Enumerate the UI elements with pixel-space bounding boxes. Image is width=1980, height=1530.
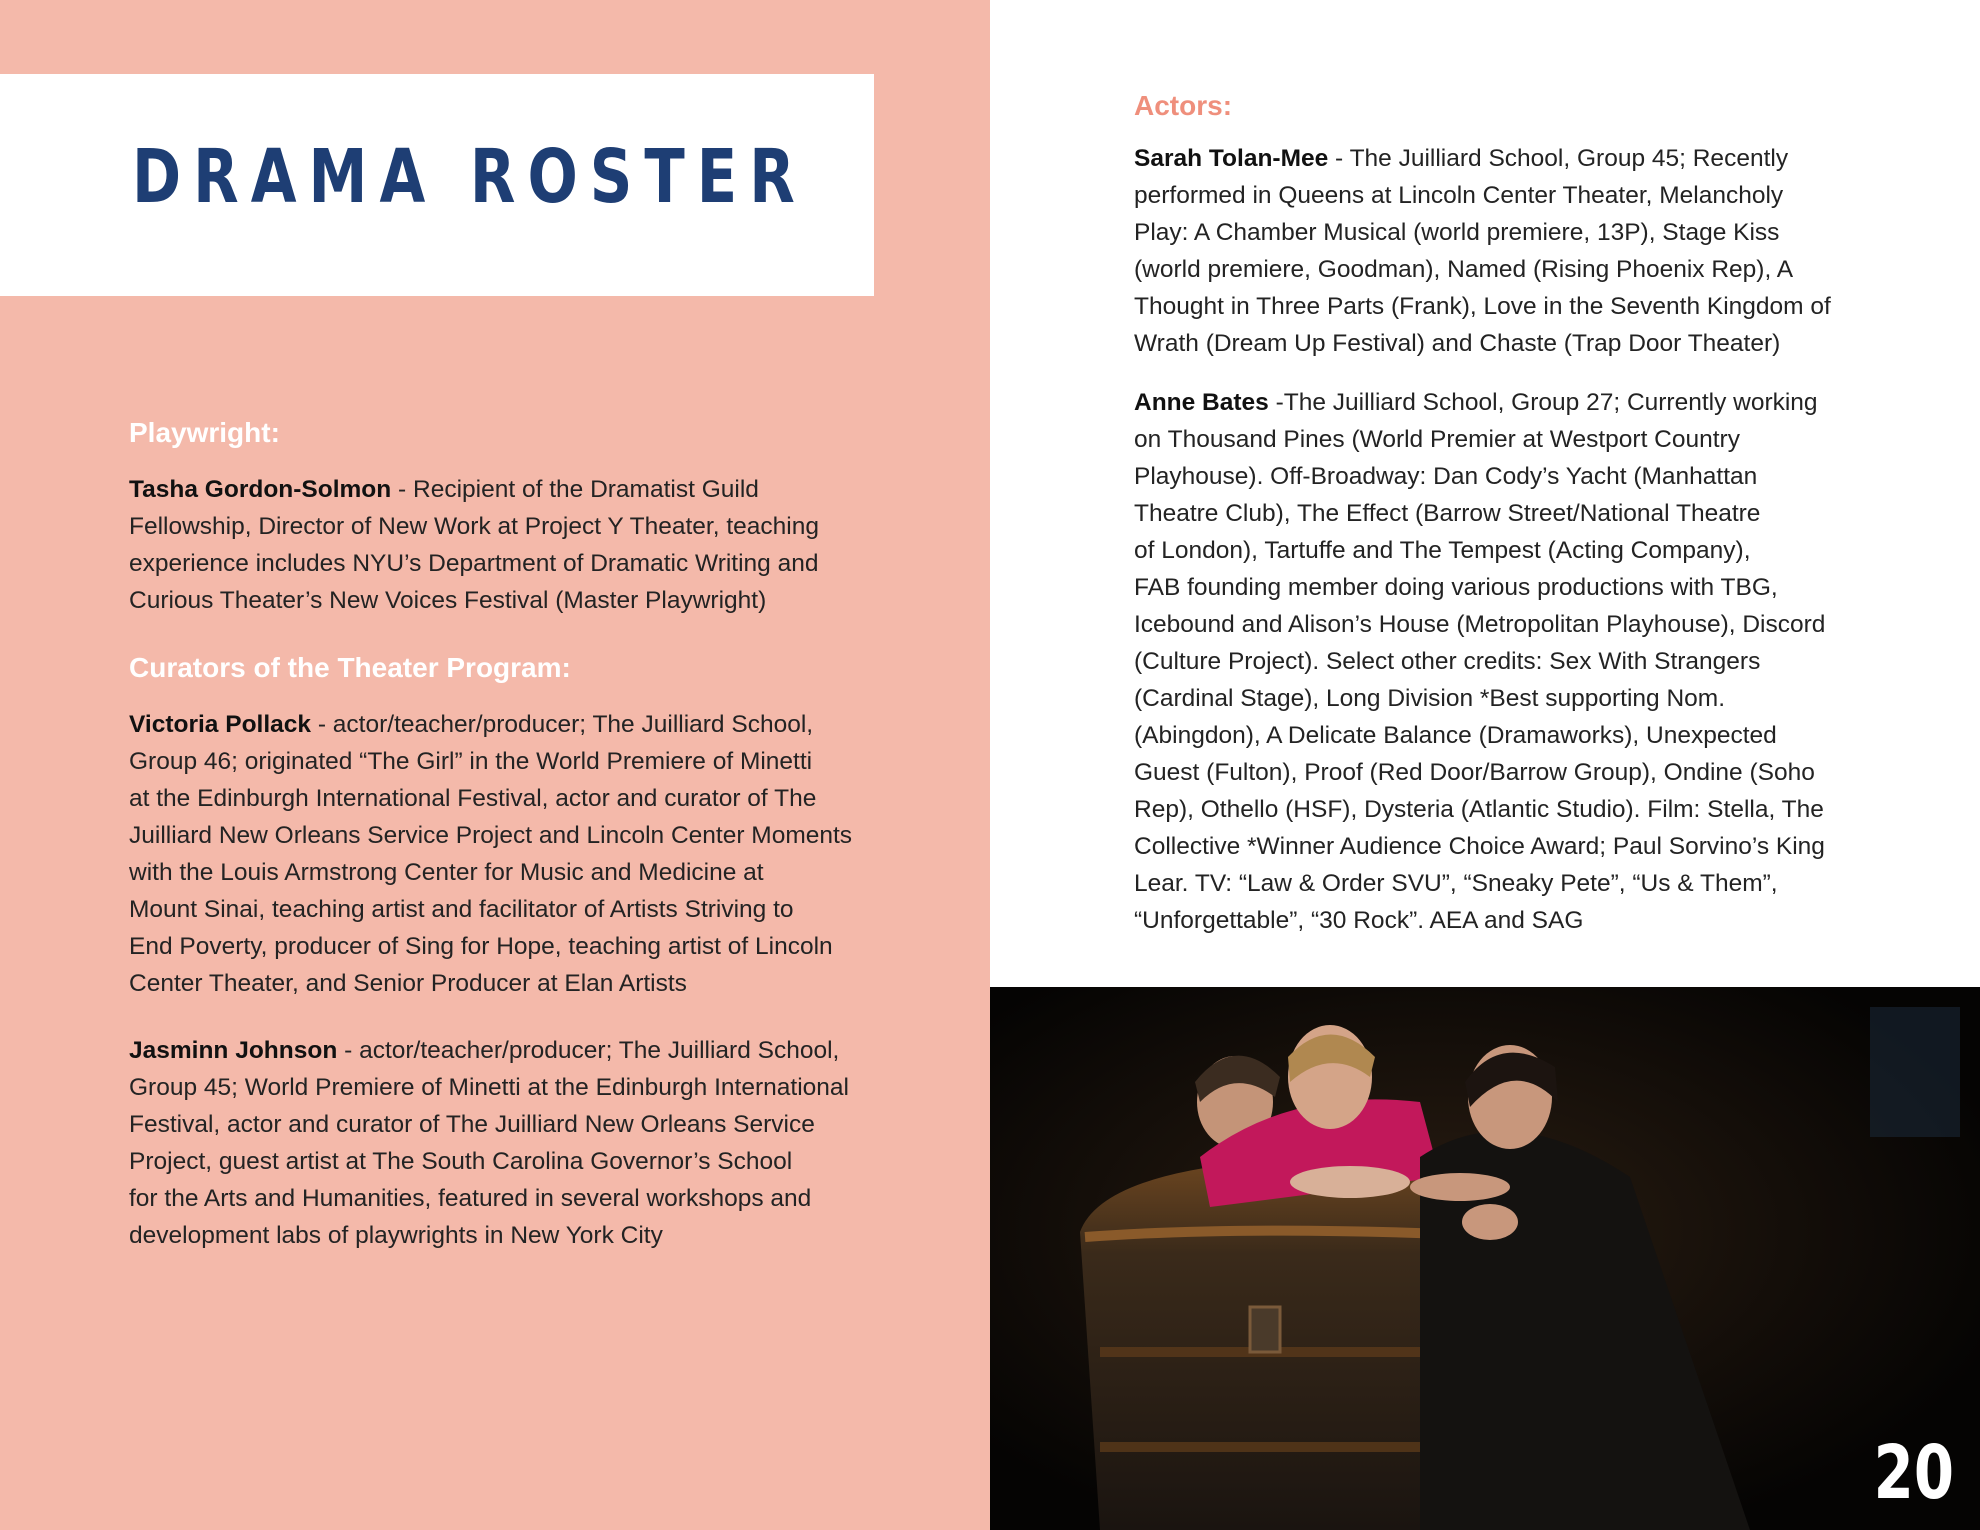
actors-heading: Actors: (1134, 90, 1233, 121)
entry-line: Project, guest artist at The South Carolina Governor’s School (129, 1148, 793, 1175)
entry-line: Mount Sinai, teaching artist and facilitator of Artists Striving to (129, 896, 794, 923)
entry-line: - actor/teacher/producer; The Juilliard School, (337, 1037, 840, 1064)
entry-line: Lear. TV: “Law & Order SVU”, “Sneaky Pete”, “Us & Them”, (1134, 870, 1778, 897)
page-title: DRAMA ROSTER (132, 134, 807, 220)
entry-line: (Cardinal Stage), Long Division *Best supporting Nom. (1134, 685, 1726, 712)
entry-line: Thought in Three Parts (Frank), Love in the Seventh Kingdom of (1134, 293, 1831, 320)
entry-line: End Poverty, producer of Sing for Hope, teaching artist of Lincoln (129, 933, 833, 960)
entry-line: Group 46; originated “The Girl” in the World Premiere of Minetti (129, 748, 813, 775)
entry-line: Center Theater, and Senior Producer at Elan Artists (129, 970, 687, 997)
entry-line: for the Arts and Humanities, featured in several workshops and (129, 1185, 812, 1212)
entry-line: Curious Theater’s New Voices Festival (Master Playwright) (129, 587, 767, 614)
entry-name: Victoria Pollack (129, 711, 312, 738)
entry-line: Festival, actor and curator of The Juilliard New Orleans Service (129, 1111, 815, 1138)
entry-name: Tasha Gordon-Solmon (129, 476, 392, 503)
entry-line: with the Louis Armstrong Center for Music and Medicine at (129, 859, 764, 886)
entry-line: - Recipient of the Dramatist Guild (391, 476, 759, 503)
entry-line: on Thousand Pines (World Premier at Westport Country (1134, 426, 1740, 453)
entry-line: (world premiere, Goodman), Named (Rising Phoenix Rep), A (1134, 256, 1794, 283)
entry-line: Rep), Othello (HSF), Dysteria (Atlantic Studio). Film: Stella, The (1134, 796, 1824, 823)
performance-photo (990, 987, 1980, 1530)
actor-entry (1134, 140, 1831, 362)
entry-line: - actor/teacher/producer; The Juilliard School, (311, 711, 814, 738)
entry-line: “Unforgettable”, “30 Rock”. AEA and SAG (1134, 907, 1584, 934)
playwright-heading: Playwright: (129, 417, 280, 448)
entry-line: performed in Queens at Lincoln Center Theater, Melancholy (1134, 182, 1784, 209)
entry-line: Group 45; World Premiere of Minetti at the Edinburgh International (129, 1074, 849, 1101)
entry-line: Theatre Club), The Effect (Barrow Street/National Theatre (1134, 500, 1761, 527)
entry-line: - The Juilliard School, Group 45; Recently (1328, 145, 1789, 172)
curators-heading: Curators of the Theater Program: (129, 652, 571, 683)
entry-line: (Abingdon), A Delicate Balance (Dramaworks), Unexpected (1134, 722, 1777, 749)
entry-line: (Culture Project). Select other credits: Sex With Strangers (1134, 648, 1761, 675)
curator-entry (129, 1032, 849, 1254)
entry-name: Jasminn Johnson (129, 1037, 338, 1064)
entry-line: Playhouse). Off-Broadway: Dan Cody’s Yacht (Manhattan (1134, 463, 1758, 490)
entry-name: Anne Bates (1134, 389, 1269, 416)
entry-line: Juilliard New Orleans Service Project and Lincoln Center Moments (129, 822, 853, 849)
entry-line: FAB founding member doing various productions with TBG, (1134, 574, 1778, 601)
entry-line: Guest (Fulton), Proof (Red Door/Barrow Group), Ondine (Soho (1134, 759, 1815, 786)
page-number: 20 (1873, 1430, 1954, 1516)
entry-line: development labs of playwrights in New York City (129, 1222, 663, 1249)
playwright-entry (129, 471, 819, 619)
entry-line: Play: A Chamber Musical (world premiere, 13P), Stage Kiss (1134, 219, 1780, 246)
actor-entry (1134, 384, 1825, 939)
curator-entry (129, 706, 852, 1002)
entry-name: Sarah Tolan-Mee (1134, 145, 1329, 172)
entry-line: -The Juilliard School, Group 27; Currently working (1268, 389, 1818, 416)
entry-line: Icebound and Alison’s House (Metropolitan Playhouse), Discord (1134, 611, 1826, 638)
entry-line: Wrath (Dream Up Festival) and Chaste (Trap Door Theater) (1134, 330, 1781, 357)
entry-line: Collective *Winner Audience Choice Award; Paul Sorvino’s King (1134, 833, 1825, 860)
entry-line: experience includes NYU’s Department of Dramatic Writing and (129, 550, 819, 577)
entry-line: Fellowship, Director of New Work at Project Y Theater, teaching (129, 513, 819, 540)
entry-line: of London), Tartuffe and The Tempest (Acting Company), (1134, 537, 1751, 564)
entry-line: at the Edinburgh International Festival, actor and curator of The (129, 785, 817, 812)
stage-illustration (990, 987, 1980, 1530)
